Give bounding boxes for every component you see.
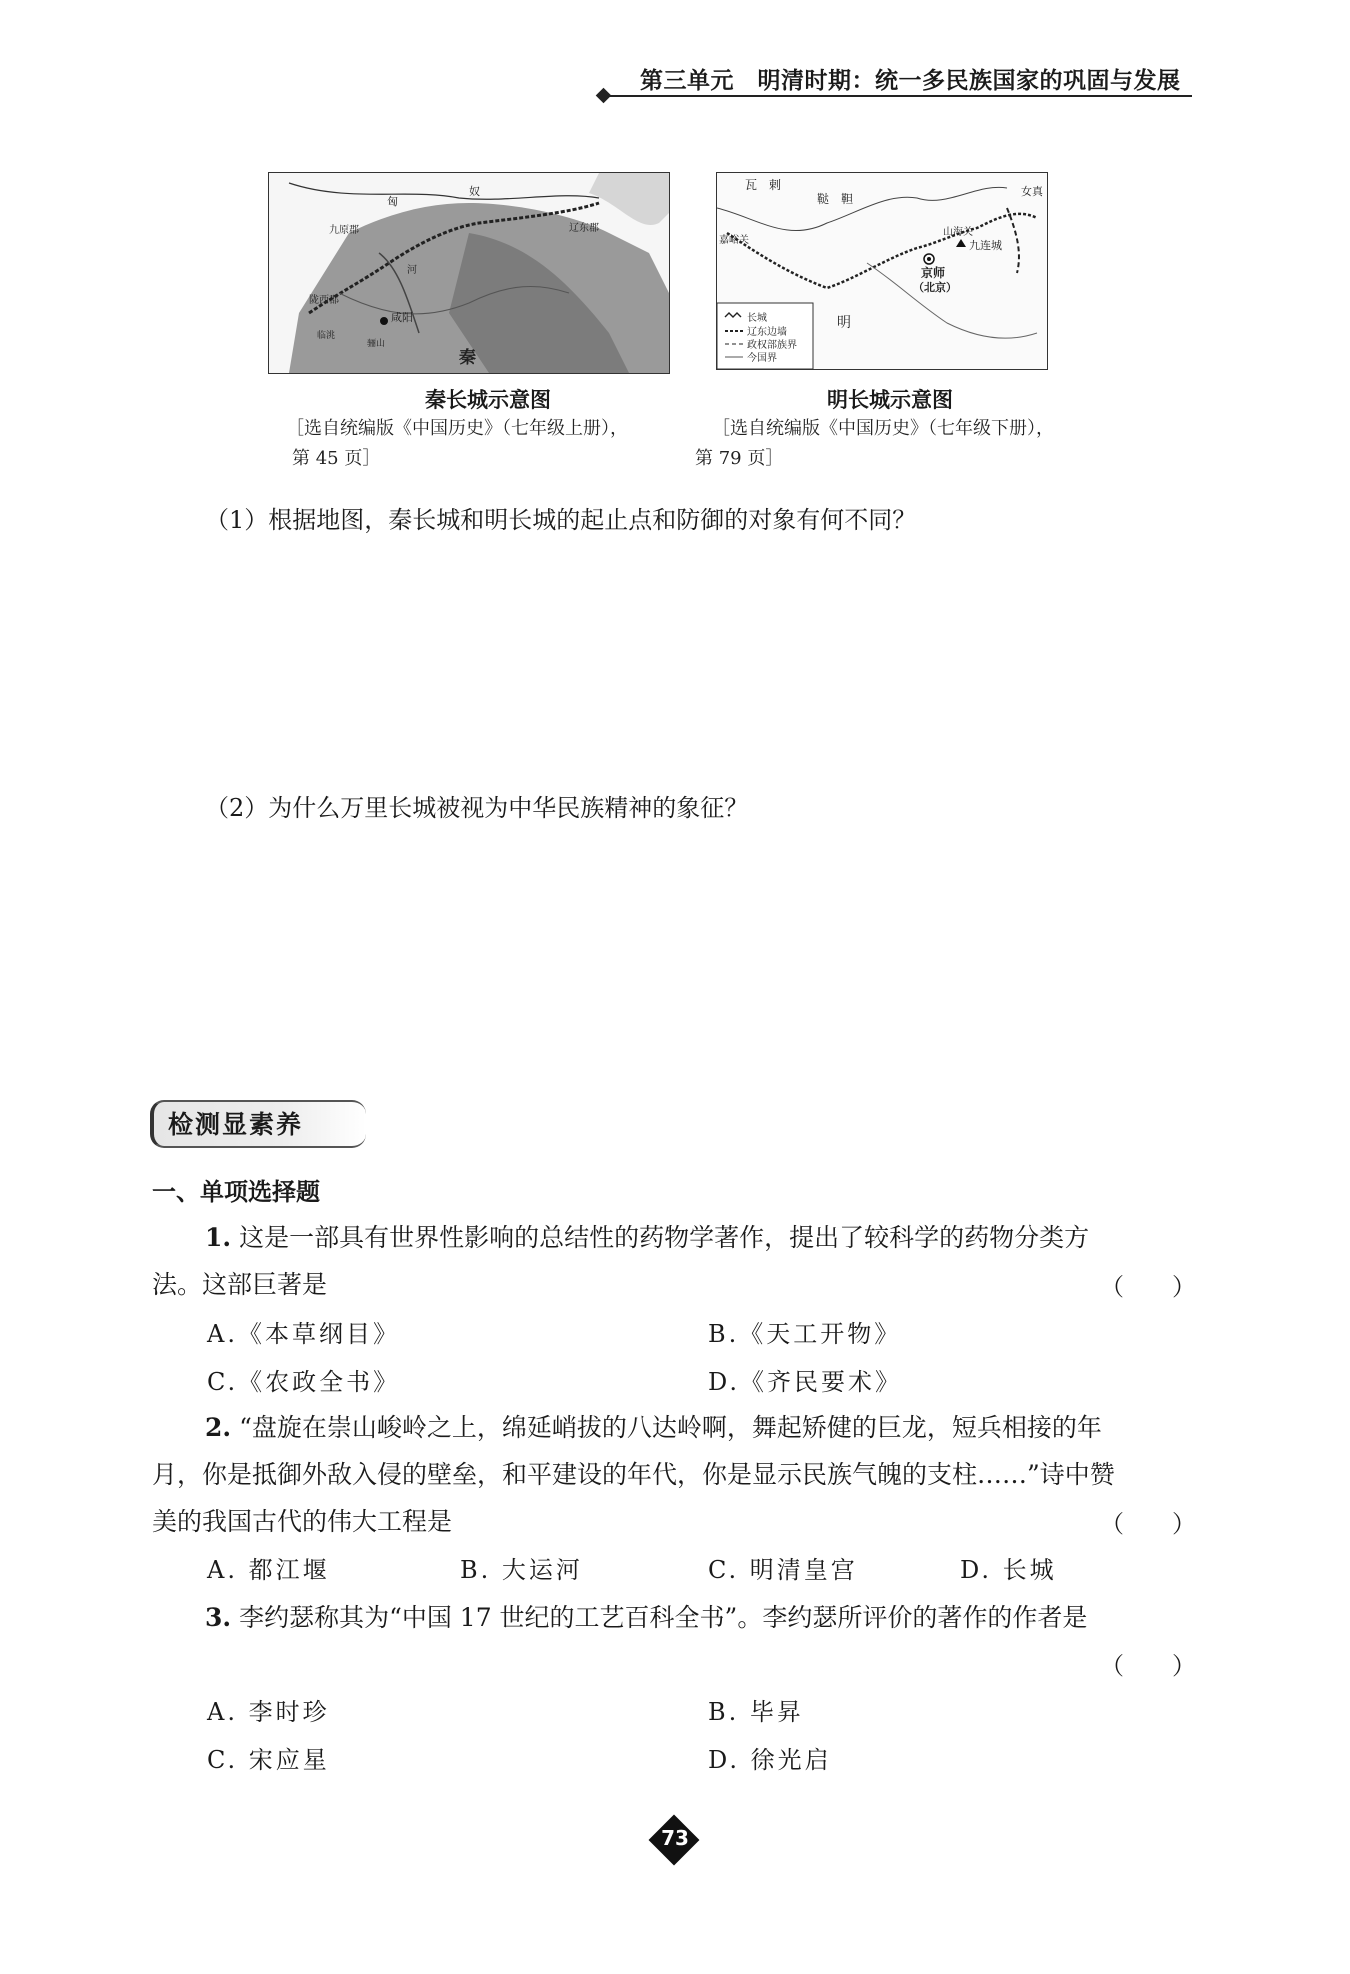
qin-great-wall-map <box>268 172 670 374</box>
item-2-line1 <box>205 1408 1102 1444</box>
qin-map-caption: 秦长城示意图 <box>425 388 551 412</box>
ming-label-wala: 瓦 剌 <box>745 178 782 192</box>
question-1: （1）根据地图，秦长城和明长城的起止点和防御的对象有何不同？ <box>205 506 917 534</box>
header-rule <box>606 95 1192 97</box>
item-1-line2: 法。这部巨著是 <box>152 1270 328 1299</box>
item-1-option-d[interactable]: D.《齐民要术》 <box>708 1368 903 1396</box>
item-2-option-c[interactable]: C. 明清皇宫 <box>708 1556 858 1584</box>
ming-label-jiayuguan: 嘉峪关 <box>719 235 749 246</box>
qin-label-liaodong: 辽东郡 <box>569 223 599 234</box>
section-badge-label: 检测显素养 <box>168 1110 304 1139</box>
ming-label-shanhaiguan: 山海关 <box>943 227 973 238</box>
item-3-option-a[interactable]: A. 李时珍 <box>207 1698 330 1726</box>
ming-legend-border: 政权部族界 <box>747 340 797 351</box>
section-badge <box>150 1096 365 1148</box>
qin-map-source-line2: 第 45 页］ <box>292 448 381 469</box>
ming-legend-modern: 今国界 <box>747 353 777 364</box>
item-1-number: 1. <box>205 1223 232 1252</box>
ming-map-caption: 明长城示意图 <box>827 388 953 412</box>
item-2-number: 2. <box>205 1413 232 1442</box>
qin-label-longxi: 陇西郡 <box>309 295 339 306</box>
item-1-option-b[interactable]: B.《天工开物》 <box>708 1320 902 1348</box>
item-1-answer-paren[interactable]: （ ） <box>1100 1273 1196 1301</box>
item-2-answer-paren[interactable]: （ ） <box>1100 1510 1196 1538</box>
item-3-option-d[interactable]: D. 徐光启 <box>708 1746 832 1774</box>
ming-map-source-line1: ［选自统编版《中国历史》（七年级下册）， <box>712 418 1054 439</box>
ming-legend-wall: 长城 <box>747 313 767 324</box>
ming-great-wall-map <box>716 172 1048 370</box>
ming-label-beijing: （北京） <box>913 281 957 294</box>
qin-label-xiongnu-1: 匈 <box>387 195 398 208</box>
item-1-option-a[interactable]: A.《本草纲目》 <box>207 1320 400 1348</box>
item-3-number: 3. <box>205 1603 232 1632</box>
qin-label-qin: 秦 <box>459 348 476 368</box>
ming-label-jiuliancheng: 九连城 <box>969 239 1002 252</box>
item-3-option-c[interactable]: C. 宋应星 <box>207 1746 330 1774</box>
item-1-line1 <box>205 1218 1089 1254</box>
item-2-option-b[interactable]: B. 大运河 <box>460 1556 583 1584</box>
item-2-line2: 月，你是抵御外敌入侵的壁垒，和平建设的年代，你是显示民族气魄的支柱……”诗中赞 <box>152 1460 1115 1489</box>
item-1-text: 这是一部具有世界性影响的总结性的药物学著作，提出了较科学的药物分类方 <box>239 1223 1090 1252</box>
ming-label-ming: 明 <box>837 315 851 331</box>
qin-map-source-line1: ［选自统编版《中国历史》（七年级上册）， <box>286 418 628 439</box>
item-2-option-d[interactable]: D. 长城 <box>960 1556 1057 1584</box>
qin-label-river: 河 <box>407 265 417 276</box>
ming-label-nvzhen: 女真 <box>1021 185 1043 198</box>
qin-label-lintao: 临洮 <box>317 331 336 341</box>
item-2-line3: 美的我国古代的伟大工程是 <box>152 1507 453 1536</box>
item-3-answer-paren[interactable]: （ ） <box>1100 1652 1196 1680</box>
qin-label-lishan: 骊山 <box>367 339 386 349</box>
item-2-text: “盘旋在崇山峻岭之上，绵延峭拔的八达岭啊，舞起矫健的巨龙，短兵相接的年 <box>239 1413 1102 1442</box>
ming-map-source-line2: 第 79 页］ <box>695 448 784 469</box>
item-3-line1 <box>205 1598 1087 1634</box>
item-1-option-c[interactable]: C.《农政全书》 <box>207 1368 401 1396</box>
qin-label-xiongnu-2: 奴 <box>469 185 480 198</box>
ming-label-jingshi: 京师 <box>921 266 946 280</box>
page-number: 73 <box>661 1826 689 1850</box>
item-2-option-a[interactable]: A. 都江堰 <box>207 1556 330 1584</box>
item-3-option-b[interactable]: B. 毕昇 <box>708 1698 804 1726</box>
item-3-text: 李约瑟称其为“中国 17 世纪的工艺百科全书”。李约瑟所评价的著作的作者是 <box>239 1603 1088 1632</box>
qin-label-xianyang: 咸阳 <box>391 311 413 324</box>
section-title: 一、单项选择题 <box>152 1178 320 1206</box>
qin-label-jiuyuan: 九原郡 <box>329 225 359 236</box>
ming-legend-liaodong: 辽东边墙 <box>747 327 787 338</box>
question-2: （2）为什么万里长城被视为中华民族精神的象征？ <box>205 794 749 822</box>
ming-label-dada: 鞑 靼 <box>817 192 854 206</box>
unit-title: 第三单元 明清时期：统一多民族国家的巩固与发展 <box>640 68 1181 94</box>
